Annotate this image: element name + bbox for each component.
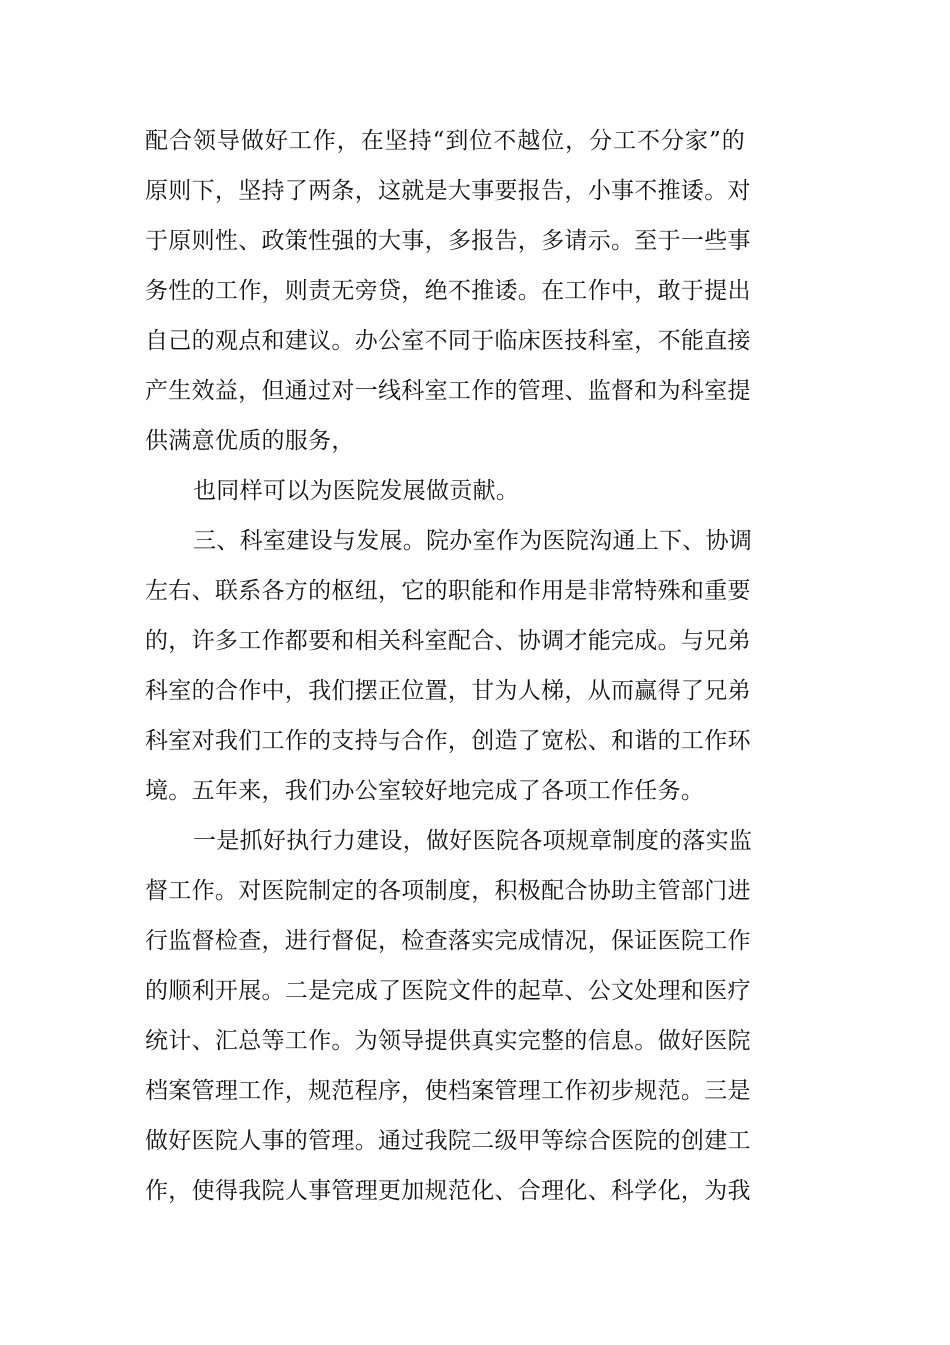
- section-heading-line: 三、科室建设与发展。院办室作为医院沟通上下、协调: [193, 528, 753, 554]
- text-line: 科室对我们工作的支持与合作，创造了宽松、和谐的工作环: [145, 728, 751, 754]
- text-line: 供满意优质的服务，: [145, 428, 355, 454]
- text-line: 的，许多工作都要和相关科室配合、协调才能完成。与兄弟: [145, 628, 751, 654]
- text-line: 务性的工作，则责无旁贷，绝不推诿。在工作中，敢于提出: [145, 278, 751, 304]
- paragraph-line: 也同样可以为医院发展做贡献。: [193, 478, 520, 504]
- text-line: 科室的合作中，我们摆正位置，甘为人梯，从而赢得了兄弟: [145, 678, 751, 704]
- text-line: 作，使得我院人事管理更加规范化、合理化、科学化，为我: [145, 1178, 751, 1204]
- text-line: 做好医院人事的管理。通过我院二级甲等综合医院的创建工: [145, 1128, 751, 1154]
- paragraph-line: 一是抓好执行力建设，做好医院各项规章制度的落实监: [193, 828, 753, 854]
- text-line: 自己的观点和建议。办公室不同于临床医技科室，不能直接: [145, 328, 751, 354]
- text-line: 产生效益，但通过对一线科室工作的管理、监督和为科室提: [145, 378, 751, 404]
- text-line: 左右、联系各方的枢纽，它的职能和作用是非常特殊和重要: [145, 578, 751, 604]
- text-line: 督工作。对医院制定的各项制度，积极配合协助主管部门进: [145, 878, 751, 904]
- text-line: 统计、汇总等工作。为领导提供真实完整的信息。做好医院: [145, 1028, 751, 1054]
- text-line: 的顺利开展。二是完成了医院文件的起草、公文处理和医疗: [145, 978, 751, 1004]
- text-line: 配合领导做好工作，在坚持“到位不越位，分工不分家”的: [145, 128, 745, 154]
- text-line: 档案管理工作，规范程序，使档案管理工作初步规范。三是: [145, 1078, 751, 1104]
- text-line: 于原则性、政策性强的大事，多报告，多请示。至于一些事: [145, 228, 751, 254]
- text-line: 原则下，坚持了两条，这就是大事要报告，小事不推诿。对: [145, 178, 751, 204]
- text-line: 行监督检查，进行督促，检查落实完成情况，保证医院工作: [145, 928, 751, 954]
- text-line: 境。五年来，我们办公室较好地完成了各项工作任务。: [145, 778, 705, 804]
